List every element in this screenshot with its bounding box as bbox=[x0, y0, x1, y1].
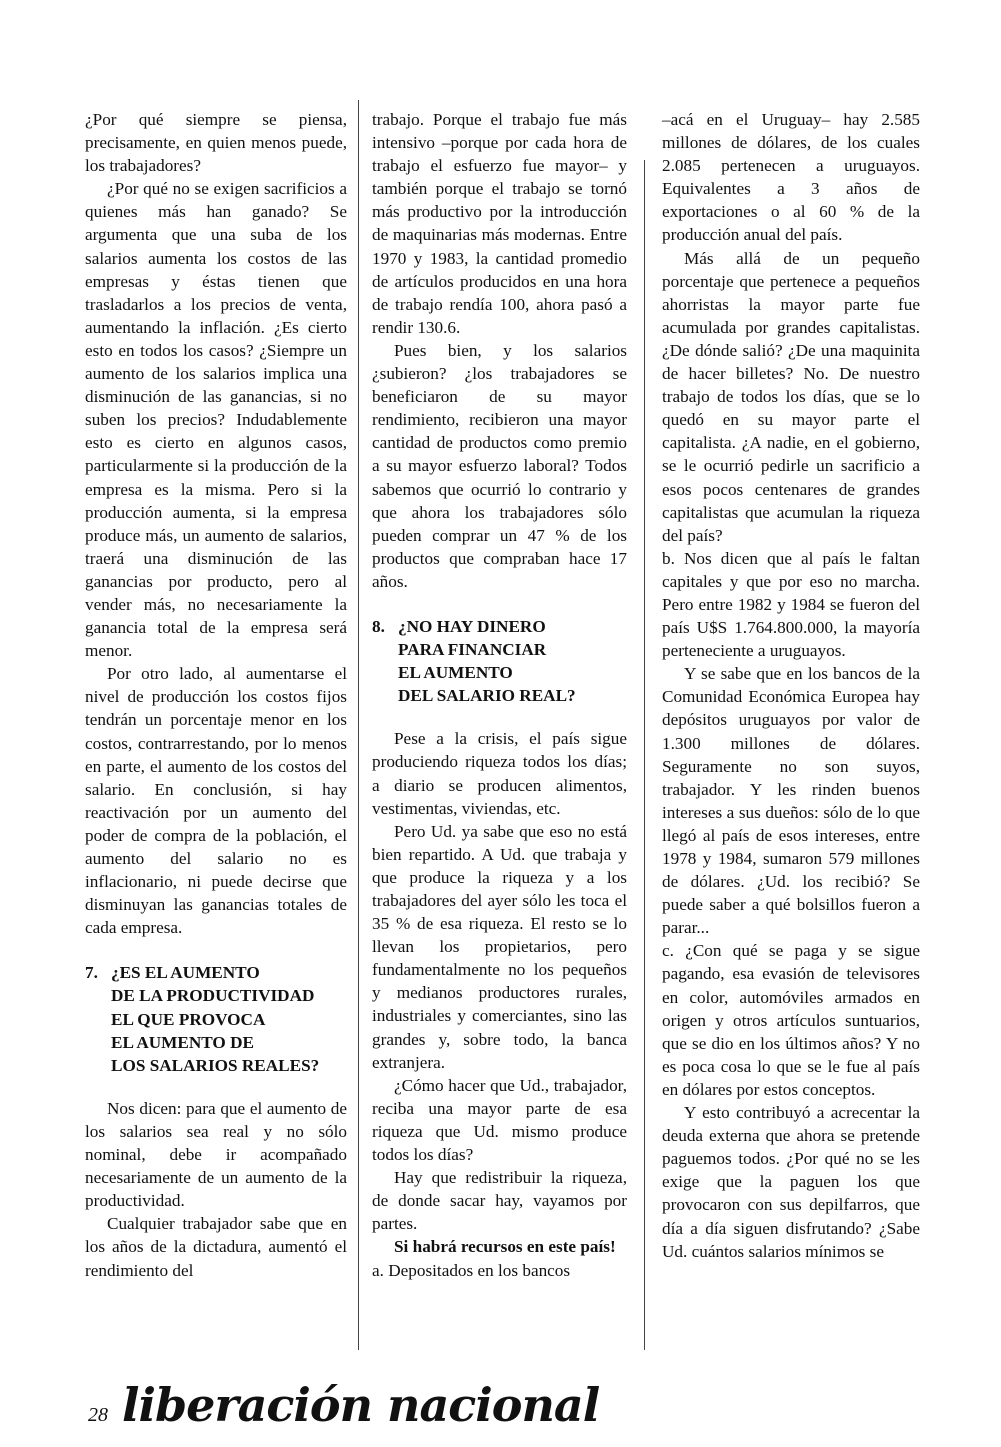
paragraph: Pese a la crisis, el país sigue produciendo riqueza todos los días; a diario se producen alimentos, vestimentas, viviendas, etc. bbox=[372, 729, 627, 818]
paragraph: –acá en el Uruguay– hay 2.585 millones de dólares, de los cuales 2.085 pertenecen a uruguayos. Equivalentes a 3 años de exportaciones o al 60 % de la producción anual del país. bbox=[662, 110, 920, 245]
bold-statement: Si habrá recursos en este país! bbox=[394, 1237, 616, 1257]
paragraph: ¿Cómo hacer que Ud., trabajador, reciba una mayor parte de esa riqueza que Ud. mismo produce todos los días? bbox=[372, 1075, 627, 1165]
paragraph: a. Depositados en los bancos bbox=[372, 1260, 571, 1280]
paragraph: Más allá de un pequeño porcentaje que pertenece a pequeños ahorristas la mayor parte fue acumulada por grandes capitalistas. ¿De dónde salió? ¿De una maquinita de hacer billetes? No. De nuestro trabajo de todos los días, que se lo quedó en su mayor parte el capitalista. ¿A nadie, en el gobierno, se le ocurrió pedirle un sacrificio a esos pocos centenares de grandes capitalistas que acumulan la riqueza del país? bbox=[662, 248, 920, 545]
paragraph: Cualquier trabajador sabe que en los años de la dictadura, aumentó el rendimiento del bbox=[85, 1214, 347, 1280]
column-rule-left bbox=[358, 100, 359, 1350]
heading-line: ¿NO HAY DINERO bbox=[398, 616, 546, 636]
paragraph: ¿Por qué no se exigen sacrificios a quienes más han ganado? Se argumenta que una suba de los salarios aumenta los costos de las empresas y éstas tienen que trasladarlos a los precios de venta, aumentando la inflación. ¿Es cierto esto en todos los casos? ¿Siempre un aumento de los salarios implica una disminución de las ganancias, si no suben los precios? Indudablemente esto es cierto en algunos casos, particularmente si la producción de la empresa es la misma. Pero si la producción aumenta, si la empresa produce más, un aumento de salarios, traerá una disminución de las ganancias por producto, pero al vender más, no necesariamente la ganancia total de la empresa será menor. bbox=[85, 179, 347, 661]
paragraph: Pero Ud. ya sabe que eso no está bien repartido. A Ud. que trabaja y que produce la riqueza y a los trabajadores del ayer sólo les toca el 35 % de esa riqueza. El resto se lo llevan los propietarios, pero fundamentalmente no los pequeños y medianos productores rurales, industriales y comerciantes, sino las grandes y, sobre todo, la banca extranjera. bbox=[372, 821, 627, 1072]
paragraph: Pues bien, y los salarios ¿subieron? ¿los trabajadores se beneficiaron de su mayor rendimiento, recibieron una mayor cantidad de productos como premio a su mayor esfuerzo laboral? Todos sabemos que ocurrió lo contrario y que ahora los trabajadores sólo pueden comprar un 47 % de los productos que compraban hace 17 años. bbox=[372, 340, 627, 591]
paragraph: Por otro lado, al aumentarse el nivel de producción los costos fijos tendrán un porcentaje menor en los costos, contrarrestando, por lo menos en parte, el aumento de los costos del salario. En conclusión, si hay reactivación por un aumento del poder de compra de la población, el aumento del salario no es inflacionario, ni puede decirse que disminuyan las ganancias totales de cada empresa. bbox=[85, 664, 347, 938]
column-rule-right bbox=[644, 160, 645, 1350]
page-number: 28 bbox=[88, 1404, 108, 1426]
column-1 bbox=[85, 108, 347, 1282]
heading-line: LOS SALARIOS REALES? bbox=[111, 1055, 320, 1075]
paragraph: Nos dicen: para que el aumento de los salarios sea real y no sólo nominal, debe ir acompañado necesariamente de un aumento de la productividad. bbox=[85, 1098, 347, 1211]
paragraph: trabajo. Porque el trabajo fue más intensivo –porque por cada hora de trabajo el esfuerzo fue mayor– y también porque el trabajo se tornó más productivo por la introducción de maquinarias más modernas. Entre 1970 y 1983, la cantidad promedio de artículos producidos en una hora de trabajo rendía 100, ahora pasó a rendir 130.6. bbox=[372, 110, 627, 337]
publication-logo: liberación nacional bbox=[122, 1378, 600, 1432]
paragraph: Y esto contribuyó a acrecentar la deuda externa que ahora se pretende paguemos todos. ¿Por qué no se les exige que la paguen los que provocaron con sus depilfarros, que día a día siguen disfrutando? ¿Sabe Ud. cuántos salarios mínimos se bbox=[662, 1103, 920, 1261]
section-heading-8 bbox=[372, 615, 627, 707]
heading-number: 8. bbox=[372, 616, 385, 636]
paragraph: ¿Por qué siempre se piensa, precisamente, en quien menos puede, los trabajadores? bbox=[85, 110, 347, 176]
heading-number: 7. bbox=[85, 963, 98, 983]
page-footer bbox=[88, 1375, 599, 1435]
paragraph: c. ¿Con qué se paga y se sigue pagando, esa evasión de televisores en color, automóviles armados en origen y otros artículos suntuarios, que se dio en los últimos años? Y no es poca cosa lo que se le fue al país en dólares por estos conceptos. bbox=[662, 941, 920, 1099]
section-heading-7 bbox=[85, 961, 347, 1076]
heading-line: EL AUMENTO DE bbox=[111, 1032, 254, 1052]
heading-line: PARA FINANCIAR bbox=[398, 640, 547, 660]
column-2 bbox=[372, 108, 627, 1282]
paragraph: b. Nos dicen que al país le faltan capitales y que por eso no marcha. Pero entre 1982 y 1984 se fueron del país U$S 1.764.800.000, la mayoría perteneciente a uruguayos. bbox=[662, 548, 920, 661]
heading-line: DEL SALARIO REAL? bbox=[398, 686, 576, 706]
heading-line: DE LA PRODUCTIVIDAD bbox=[111, 986, 315, 1006]
column-3 bbox=[662, 108, 920, 1263]
heading-line: EL QUE PROVOCA bbox=[111, 1009, 266, 1029]
paragraph: Hay que redistribuir la riqueza, de donde sacar hay, vayamos por partes. bbox=[372, 1168, 627, 1234]
paragraph: Y se sabe que en los bancos de la Comunidad Económica Europea hay depósitos uruguayos por valor de 1.300 millones de dólares. Seguramente no son suyos, trabajador. Y les rinden buenos intereses a sus dueños: sólo de lo que llegó al país de esos intereses, entre 1978 y 1984, sumaron 579 millones de dólares. ¿Ud. los recibió? Se puede saber a qué bolsillos fueron a parar... bbox=[662, 664, 920, 938]
heading-line: EL AUMENTO bbox=[398, 663, 513, 683]
heading-line: ¿ES EL AUMENTO bbox=[111, 963, 260, 983]
